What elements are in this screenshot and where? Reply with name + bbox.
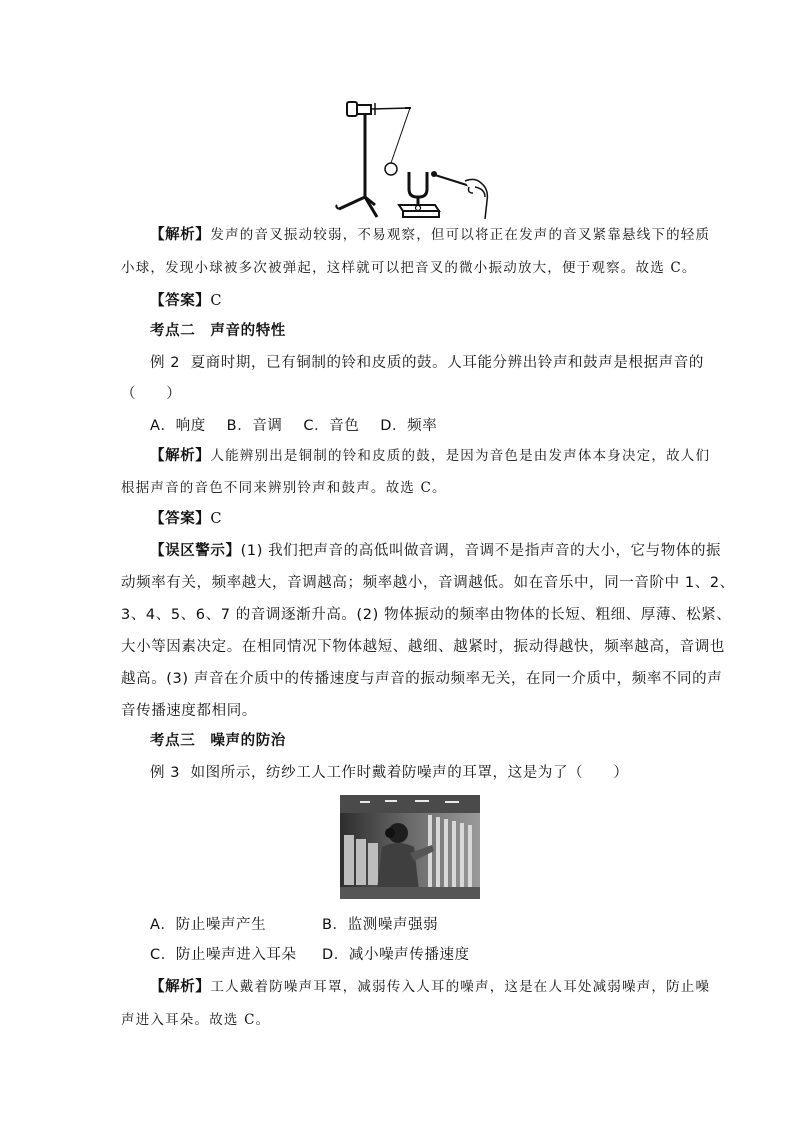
example3-options-row1 bbox=[150, 915, 438, 935]
textile-worker-photo bbox=[340, 795, 480, 899]
option-b: B．监测噪声强弱 bbox=[322, 917, 439, 933]
analysis-text: 发声的音叉振动较弱，不易观察，但可以将正在发声的音叉紧靠悬线下的轻质 bbox=[210, 227, 711, 243]
example3-analysis-line2: 声进入耳朵。故选 C。 bbox=[121, 1012, 271, 1028]
example2-analysis-line1 bbox=[150, 446, 710, 466]
answer-label: 【答案】 bbox=[150, 511, 211, 527]
warning-line3: 3、4、5、6、7 的音调逐渐升高。(2) 物体振动的频率由物体的长短、粗细、厚薄、松紧、 bbox=[121, 607, 732, 623]
section2-heading: 考点二 声音的特性 bbox=[150, 323, 286, 339]
example1-analysis-line2: 小球，发现小球被多次被弹起，这样就可以把音叉的微小振动放大，便于观察。故选 C。 bbox=[121, 260, 697, 276]
example2-options bbox=[150, 416, 437, 436]
option-c: C．音色 bbox=[303, 418, 360, 434]
analysis-text: 人能辨别出是铜制的铃和皮质的鼓，是因为音色是由发声体本身决定，故人们 bbox=[210, 448, 711, 464]
answer-value: C bbox=[210, 293, 223, 309]
example-label: 例 3 bbox=[150, 765, 181, 781]
example1-answer bbox=[150, 291, 222, 311]
option-d: D．频率 bbox=[380, 418, 438, 434]
example1-analysis-line1 bbox=[150, 225, 710, 245]
example2-question-line2: （ ） bbox=[121, 386, 182, 402]
option-b: B．音调 bbox=[226, 418, 283, 434]
option-c: C．防止噪声进入耳朵 bbox=[150, 947, 297, 963]
example3-options-row2 bbox=[150, 945, 470, 965]
warning-text: (1) 我们把声音的高低叫做音调，音调不是指声音的大小，它与物体的振 bbox=[240, 543, 722, 559]
example3-analysis-line1 bbox=[150, 977, 710, 997]
analysis-label: 【解析】 bbox=[150, 227, 211, 243]
option-d: D．减小噪声传播速度 bbox=[322, 947, 470, 963]
warning-line6: 音传播速度都相同。 bbox=[121, 703, 257, 719]
question-text: 如图所示，纺纱工人工作时戴着防噪声的耳罩，这是为了（ ） bbox=[190, 765, 629, 781]
warning-line2: 动频率有关，频率越大，音调越高；频率越小，音调越低。如在音乐中，同一音阶中 1、2、 bbox=[121, 575, 735, 591]
analysis-text: 工人戴着防噪声耳罩，减弱传入人耳的噪声，这是在人耳处减弱噪声，防止噪 bbox=[210, 979, 711, 995]
answer-label: 【答案】 bbox=[150, 293, 211, 309]
example-label: 例 2 bbox=[150, 355, 181, 371]
warning-label: 【误区警示】 bbox=[150, 543, 241, 559]
example2-question-line1 bbox=[150, 353, 704, 373]
warning-line4: 大小等因素决定。在相同情况下物体越短、越细、越紧时，振动得越快，频率越高，音调也 bbox=[121, 639, 725, 655]
answer-value: C bbox=[210, 511, 223, 527]
example2-answer bbox=[150, 509, 222, 529]
warning-line5: 越高。(3) 声音在介质中的传播速度与声音的振动频率无关，在同一介质中，频率不同的声 bbox=[121, 671, 723, 687]
option-a: A．防止噪声产生 bbox=[150, 917, 267, 933]
section3-heading: 考点三 噪声的防治 bbox=[150, 733, 286, 749]
option-a: A．响度 bbox=[150, 418, 206, 434]
question-text: 夏商时期，已有铜制的铃和皮质的鼓。人耳能分辨出铃声和鼓声是根据声音的 bbox=[190, 355, 704, 371]
tuning-fork-figure bbox=[325, 97, 495, 222]
example2-analysis-line2: 根据声音的音色不同来辨别铃声和鼓声。故选 C。 bbox=[121, 480, 447, 496]
analysis-label: 【解析】 bbox=[150, 979, 211, 995]
warning-line1 bbox=[150, 541, 721, 561]
analysis-label: 【解析】 bbox=[150, 448, 211, 464]
example3-question bbox=[150, 763, 628, 783]
